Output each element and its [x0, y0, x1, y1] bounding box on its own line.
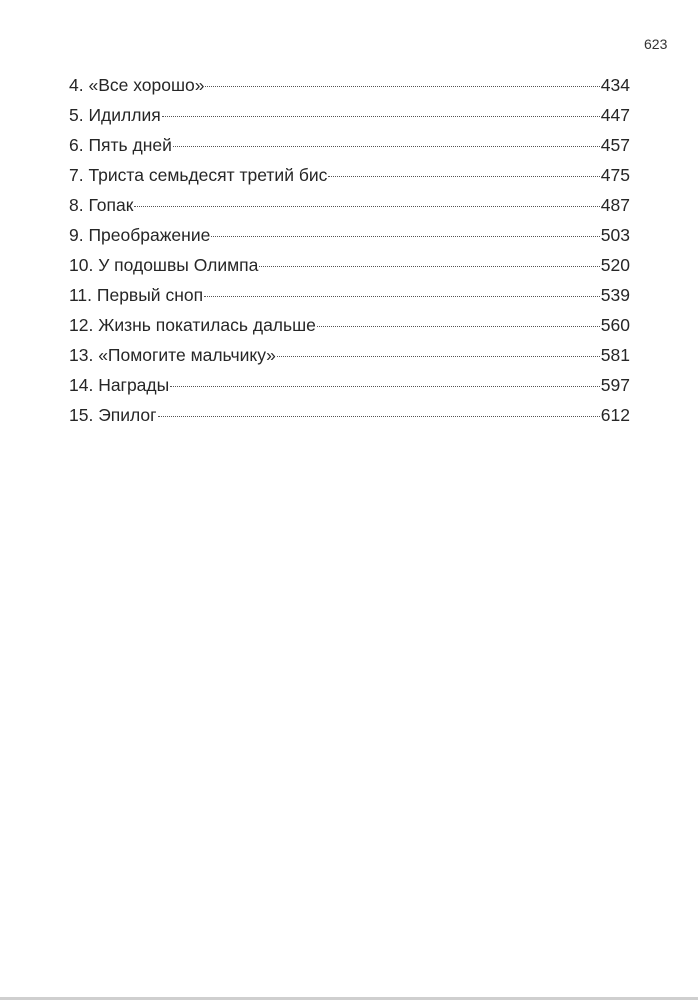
- toc-entry-page: 597: [600, 375, 630, 395]
- toc-entry-title: 6. Пять дней: [69, 135, 172, 155]
- toc-entry: [69, 250, 630, 280]
- toc-entry: [69, 100, 630, 130]
- toc-entry-title: 12. Жизнь покатилась дальше: [69, 315, 316, 335]
- toc-entry-title: 5. Идиллия: [69, 105, 161, 125]
- toc-entry-page: 434: [600, 75, 630, 95]
- toc-entry-page: 447: [600, 105, 630, 125]
- dot-leader: [259, 265, 599, 267]
- toc-entry-title: 8. Гопак: [69, 195, 134, 215]
- dot-leader: [173, 145, 600, 147]
- toc-entry: [69, 70, 630, 100]
- dot-leader: [158, 415, 600, 417]
- dot-leader: [204, 295, 600, 297]
- toc-entry-title: 9. Преображение: [69, 225, 211, 245]
- dot-leader: [317, 325, 600, 327]
- toc-entry-title: 7. Триста семьдесят третий бис: [69, 165, 328, 185]
- toc-entry: [69, 190, 630, 220]
- toc-entry-title: 10. У подошвы Олимпа: [69, 255, 259, 275]
- toc-entry: [69, 340, 630, 370]
- toc-entry-page: 560: [600, 315, 630, 335]
- toc-entry: [69, 400, 630, 430]
- table-of-contents: [69, 70, 630, 430]
- dot-leader: [170, 385, 600, 387]
- toc-entry-page: 487: [600, 195, 630, 215]
- toc-entry: [69, 310, 630, 340]
- dot-leader: [328, 175, 599, 177]
- toc-entry-title: 15. Эпилог: [69, 405, 157, 425]
- toc-entry: [69, 130, 630, 160]
- toc-entry-title: 11. Первый сноп: [69, 285, 204, 305]
- page-number: 623: [644, 36, 668, 52]
- toc-entry-title: 13. «Помогите мальчику»: [69, 345, 276, 365]
- toc-entry: [69, 280, 630, 310]
- dot-leader: [277, 355, 600, 357]
- toc-entry-page: 539: [600, 285, 630, 305]
- toc-entry-page: 475: [600, 165, 630, 185]
- toc-entry-page: 503: [600, 225, 630, 245]
- toc-entry-page: 612: [600, 405, 630, 425]
- toc-entry-title: 4. «Все хорошо»: [69, 75, 205, 95]
- toc-entry: [69, 160, 630, 190]
- toc-entry-title: 14. Награды: [69, 375, 170, 395]
- toc-entry: [69, 220, 630, 250]
- dot-leader: [162, 115, 600, 117]
- toc-entry-page: 581: [600, 345, 630, 365]
- toc-entry-page: 520: [600, 255, 630, 275]
- toc-entry: [69, 370, 630, 400]
- dot-leader: [134, 205, 599, 207]
- toc-entry-page: 457: [600, 135, 630, 155]
- dot-leader: [211, 235, 599, 237]
- dot-leader: [205, 85, 599, 87]
